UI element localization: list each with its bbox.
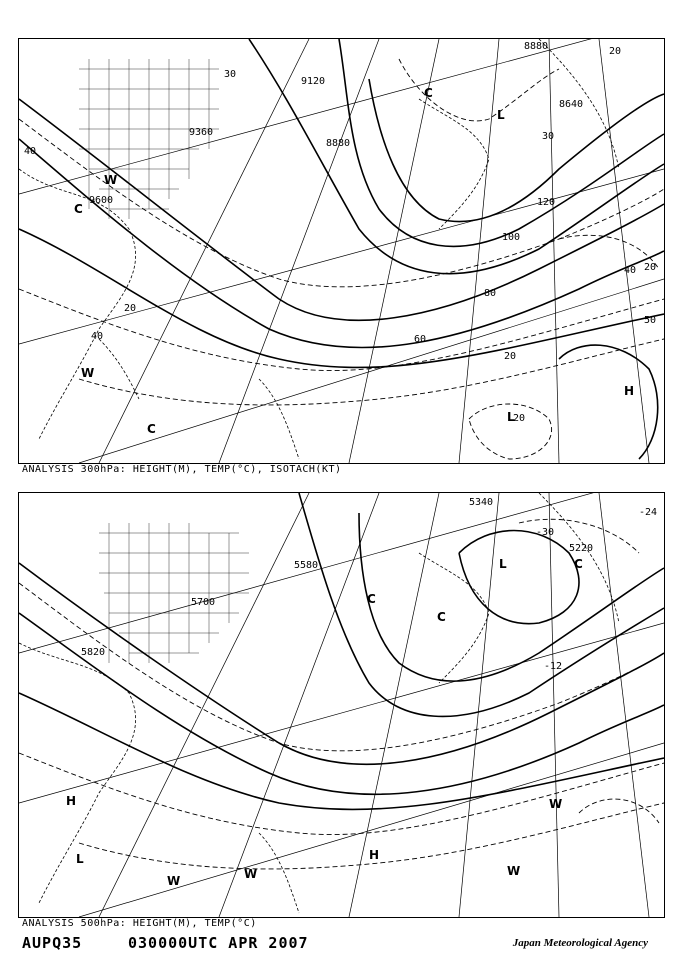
center-marker: C: [367, 592, 376, 606]
center-marker: H: [369, 848, 380, 862]
graticule: [19, 493, 664, 917]
agency-name: Japan Meteorological Agency: [512, 937, 648, 949]
temp-label: -12: [544, 661, 563, 672]
height-label: 5700: [191, 597, 216, 608]
valid-time: 030000UTC APR 2007: [128, 934, 309, 952]
isotach-label: 80: [484, 288, 497, 299]
isotach-label: 40: [624, 265, 637, 276]
height-label: 9600: [89, 195, 114, 206]
chart-500hpa: [18, 492, 665, 918]
isotach-label: 50: [644, 315, 657, 326]
height-label: 8880: [524, 41, 549, 52]
isotachs: [19, 59, 664, 459]
center-marker: W: [167, 874, 181, 888]
height-label: 5820: [81, 647, 106, 658]
height-label: 5220: [569, 543, 594, 554]
height-label: 9120: [301, 76, 326, 87]
isotach-label: 30: [542, 131, 555, 142]
chart-300hpa: [18, 38, 665, 464]
isotherms: [19, 519, 664, 869]
height-contours: [19, 493, 664, 809]
center-marker: C: [147, 422, 156, 436]
height-label: 5580: [294, 560, 319, 571]
isotach-label: 40: [24, 146, 37, 157]
center-marker: H: [66, 794, 77, 808]
height-label: 9360: [189, 127, 214, 138]
caption-300hpa: ANALYSIS 300hPa: HEIGHT(M), TEMP(°C), ISOTACH(KT): [22, 464, 342, 475]
center-marker: C: [424, 86, 433, 100]
center-marker: C: [74, 202, 83, 216]
isotach-label: 120: [537, 197, 556, 208]
temp-label: -24: [639, 507, 658, 518]
center-marker: L: [76, 852, 84, 866]
temp-label: -30: [536, 527, 555, 538]
isotach-label: 40: [91, 331, 104, 342]
isotach-label: 20: [513, 413, 526, 424]
isotach-label: 20: [644, 262, 657, 273]
isotach-label: 20: [124, 303, 137, 314]
isotach-label: 100: [502, 232, 521, 243]
isotach-label: 20: [504, 351, 517, 362]
map-500hpa: [19, 493, 664, 917]
map-300hpa: [19, 39, 664, 463]
caption-500hpa: ANALYSIS 500hPa: HEIGHT(M), TEMP(°C): [22, 918, 257, 929]
center-marker: C: [437, 610, 446, 624]
center-marker: W: [549, 797, 563, 811]
warm-hatch: [99, 523, 249, 663]
height-label: 8880: [326, 138, 351, 149]
center-marker: W: [81, 366, 95, 380]
isotach-label: 60: [414, 334, 427, 345]
height-label: 5340: [469, 497, 494, 508]
chart-code: AUPQ35: [22, 934, 83, 952]
isotach-label: 30: [224, 69, 237, 80]
center-marker: L: [497, 108, 505, 122]
center-marker: W: [507, 864, 521, 878]
center-marker: H: [624, 384, 635, 398]
center-marker: C: [574, 557, 583, 571]
center-marker: L: [507, 410, 515, 424]
center-marker: L: [499, 557, 507, 571]
center-marker: W: [104, 173, 118, 187]
center-marker: W: [244, 867, 258, 881]
height-label: 8640: [559, 99, 584, 110]
isotach-label: 20: [609, 46, 622, 57]
